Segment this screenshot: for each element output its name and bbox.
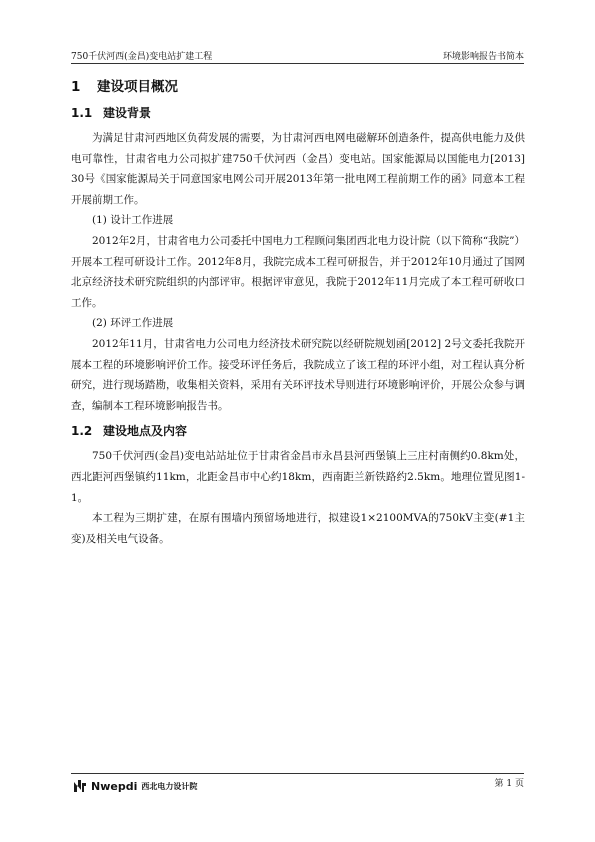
section-title: 建设地点及内容 xyxy=(103,424,188,439)
nwepdi-logo-icon xyxy=(73,779,87,793)
page-header xyxy=(71,47,524,64)
section-number: 1 xyxy=(71,79,81,95)
logo-brand-text: Nwepdi xyxy=(91,779,138,793)
page-footer xyxy=(71,773,524,794)
section-1-2-heading xyxy=(71,420,525,442)
section-title: 建设背景 xyxy=(103,106,152,120)
header-project-title: 750千伏河西(金昌)变电站扩建工程 xyxy=(71,52,213,62)
list-item-heading: (2) 环评工作进展 xyxy=(92,317,174,330)
company-logo xyxy=(73,779,197,793)
logo-company-name: 西北电力设计院 xyxy=(141,781,198,791)
paragraph: 2012年2月，甘肃省电力公司委托中国电力工程顾问集团西北电力设计院（以下简称“我院”）开展本工程可研设计工作。2012年8月，我院完成本工程可研报告，并于2012年10月通过了国网北京经济技术研究院组织的内部评审。根据评审意见，我院于2012年11月完成了本工程可研收口工作。 xyxy=(71,234,525,309)
section-number: 1.2 xyxy=(71,424,93,439)
section-title: 建设项目概况 xyxy=(97,79,178,95)
list-item-heading: (1) 设计工作进展 xyxy=(92,214,174,227)
paragraph: 本工程为三期扩建，在原有围墙内预留场地进行，拟建设1×2100MVA的750kV主变(#1主变)及相关电气设备。 xyxy=(71,512,525,545)
paragraph: 750千伏河西(金昌)变电站站址位于甘肃省金昌市永昌县河西堡镇上三庄村南侧约0.8km处，西北距河西堡镇约11km，北距金昌市中心约18km，西南距兰新铁路约2.5km。地理位置见图1-1。 xyxy=(71,450,525,504)
page-number: 第 1 页 xyxy=(494,779,524,789)
section-number: 1.1 xyxy=(71,106,93,120)
paragraph: 2012年11月，甘肃省电力公司电力经济技术研究院以经研院规划函[2012] 2号文委托我院开展本工程的环境影响评价工作。接受环评任务后，我院成立了该工程的环评小组，对工程认真分析研究，进行现场踏勘，收集相关资料，采用有关环评技术导则进行环境影响评价，开展公众参与调查，编制本工程环境影响报告书。 xyxy=(71,337,525,412)
header-doc-title: 环境影响报告书简本 xyxy=(442,52,524,62)
section-1-heading xyxy=(71,74,525,100)
paragraph: 为满足甘肃河西地区负荷发展的需要，为甘肃河西电网电磁解环创造条件，提高供电能力及供电可靠性，甘肃省电力公司拟扩建750千伏河西（金昌）变电站。国家能源局以国能电力[2013] 30号《国家能源局关于同意国家电网公司开展2013年第一批电网工程前期工作的函》同意本工程开展前期工作。 xyxy=(71,132,525,206)
document-body xyxy=(71,74,525,549)
section-1-1-heading xyxy=(71,102,525,124)
